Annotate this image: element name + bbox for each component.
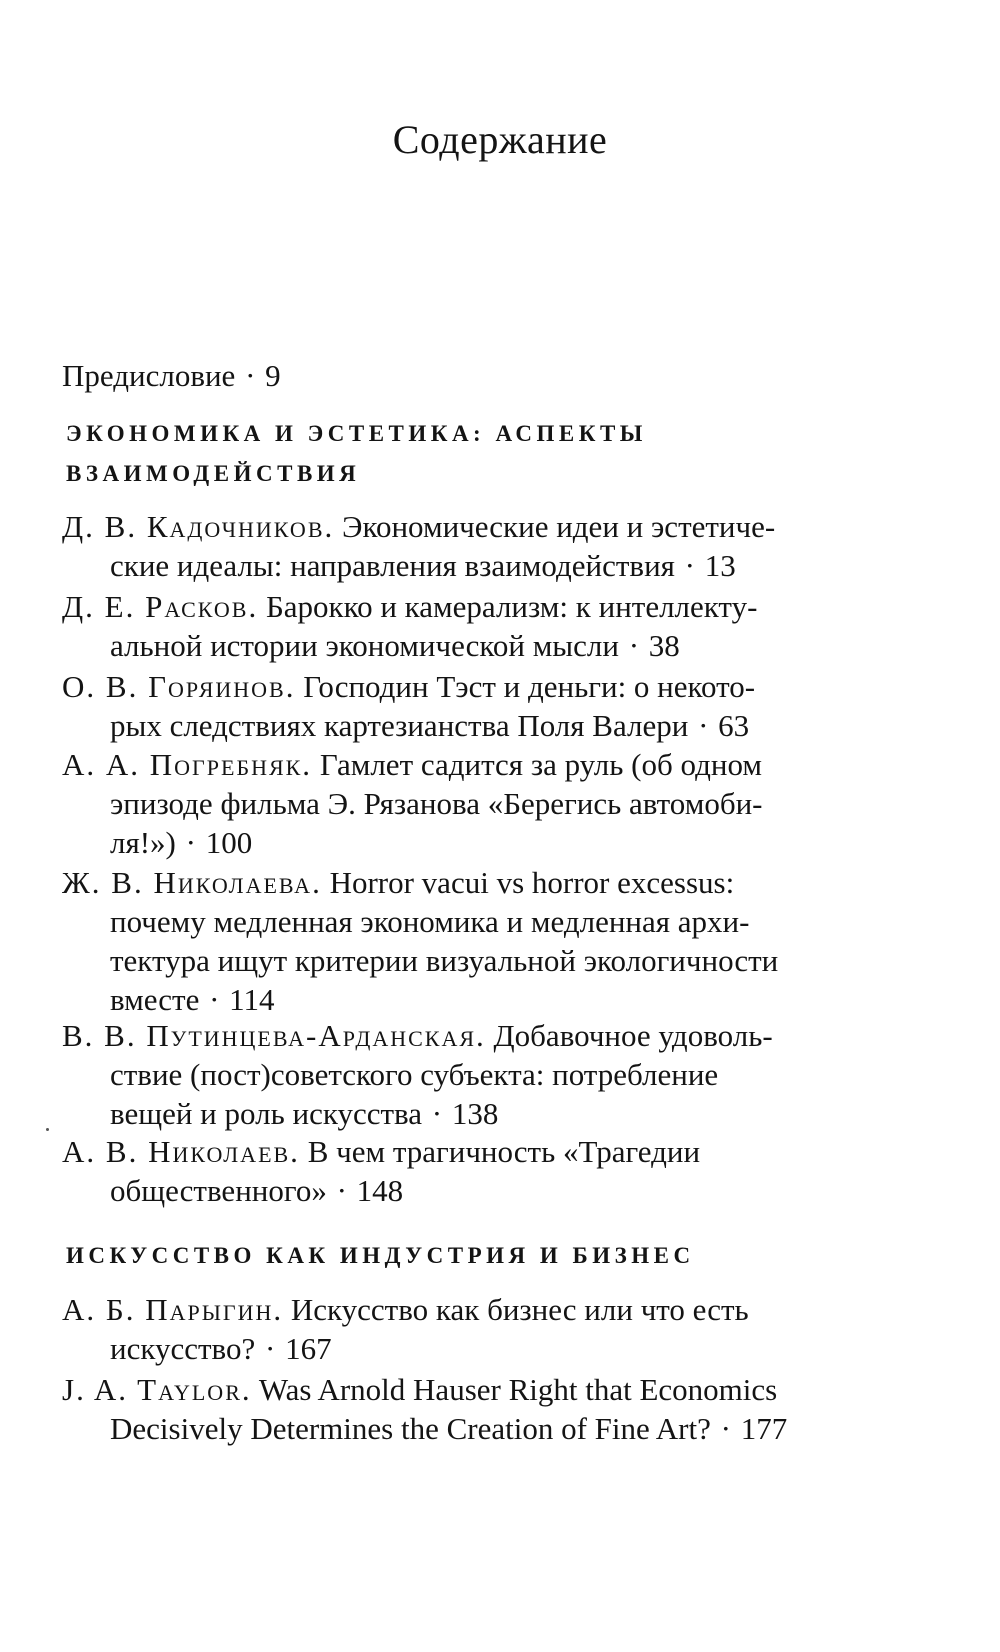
- page-number: 13: [704, 548, 736, 583]
- toc-entry-preface[interactable]: [62, 358, 281, 394]
- page-separator: ·: [336, 1173, 347, 1208]
- entry-title-line: Добавочное удоволь-: [493, 1018, 773, 1053]
- section-heading-line: ЭКОНОМИКА И ЭСТЕТИКА: АСПЕКТЫ: [66, 421, 647, 446]
- entry-title-line: Барокко и камерализм: к интеллекту-: [265, 589, 758, 624]
- toc-entry[interactable]: [62, 745, 892, 862]
- page-number: 100: [205, 825, 253, 860]
- toc-entry[interactable]: [62, 667, 892, 745]
- entry-title-line: общественного»: [110, 1173, 327, 1208]
- page-separator: ·: [264, 1331, 276, 1366]
- entry-title-line: ствие (пост)советского субъекта: потребление: [110, 1057, 719, 1092]
- entry-title-line: ские идеалы: направления взаимодействия: [110, 548, 675, 583]
- entry-title-line: Decisively Determines the Creation of Fine Art?: [110, 1411, 711, 1446]
- section-heading-art-industry: [66, 1236, 695, 1276]
- entry-author: J. A. Taylor.: [62, 1372, 252, 1407]
- page-separator: ·: [209, 982, 220, 1017]
- entry-title-line: рых следствиях картезианства Поля Валери: [110, 708, 689, 743]
- page-number: 38: [648, 628, 680, 663]
- entry-title-line: эпизоде фильма Э. Рязанова «Берегись автомоби-: [110, 786, 763, 821]
- page-number: 148: [356, 1173, 404, 1208]
- page-number: 138: [451, 1096, 499, 1131]
- scan-speck: [46, 1128, 49, 1131]
- entry-title-line: почему медленная экономика и медленная архи-: [110, 904, 750, 939]
- page-separator: ·: [698, 708, 709, 743]
- entry-title-line: альной истории экономической мысли: [110, 628, 619, 663]
- entry-author: Д. Е. Расков.: [62, 589, 259, 624]
- page-title: Содержание: [392, 117, 608, 162]
- entry-title-line: Искусство как бизнес или что есть: [290, 1292, 749, 1327]
- page-separator: ·: [684, 548, 695, 583]
- entry-title-line: вместе: [110, 982, 200, 1017]
- entry-title-line: тектура ищут критерии визуальной экологичности: [110, 943, 779, 978]
- entry-title-line: Экономические идеи и эстетиче-: [342, 509, 776, 544]
- entry-author: О. В. Горяинов.: [62, 669, 296, 704]
- toc-entry[interactable]: [62, 507, 892, 585]
- entry-author: Д. В. Кадочников.: [62, 509, 335, 544]
- entry-title: Предисловие: [62, 358, 236, 393]
- section-heading-economics-aesthetics: [66, 414, 647, 494]
- page-separator: ·: [720, 1411, 731, 1446]
- page-separator: ·: [628, 628, 640, 663]
- page-number: 63: [718, 708, 750, 743]
- entry-author: А. А. Погребняк.: [62, 747, 313, 782]
- toc-entry[interactable]: [62, 863, 892, 1019]
- page-number: 114: [229, 982, 275, 1017]
- entry-author: Ж. В. Николаева.: [62, 865, 322, 900]
- toc-entry[interactable]: [62, 1370, 892, 1448]
- entry-title-line: Horror vacui vs horror excessus:: [329, 865, 735, 900]
- page-number: 177: [740, 1411, 788, 1446]
- entry-title-line: Was Arnold Hauser Right that Economics: [258, 1372, 778, 1407]
- entry-author: А. В. Николаев.: [62, 1134, 300, 1169]
- page-number: 167: [285, 1331, 332, 1366]
- toc-entry[interactable]: [62, 1132, 892, 1210]
- page-separator: ·: [431, 1096, 443, 1131]
- entry-title-line: ля!»): [110, 825, 176, 860]
- toc-entry[interactable]: [62, 587, 892, 665]
- entry-title-line: Господин Тэст и деньги: о некото-: [303, 669, 756, 704]
- entry-title-line: искусство?: [110, 1331, 256, 1366]
- entry-title-line: Гамлет садится за руль (об одном: [319, 747, 763, 782]
- page-separator: ·: [185, 825, 196, 860]
- entry-author: А. Б. Парыгин.: [62, 1292, 284, 1327]
- entry-title-line: В чем трагичность «Трагедии: [307, 1134, 701, 1169]
- page-number: 9: [265, 358, 281, 393]
- page-separator: ·: [245, 358, 256, 393]
- section-heading-line: ИСКУССТВО КАК ИНДУСТРИЯ И БИЗНЕС: [66, 1243, 695, 1268]
- entry-title-line: вещей и роль искусства: [110, 1096, 422, 1131]
- toc-entry[interactable]: [62, 1016, 892, 1133]
- toc-entry[interactable]: [62, 1290, 892, 1368]
- section-heading-line: ВЗАИМОДЕЙСТВИЯ: [66, 461, 361, 486]
- entry-author: В. В. Путинцева-Арданская.: [62, 1018, 486, 1053]
